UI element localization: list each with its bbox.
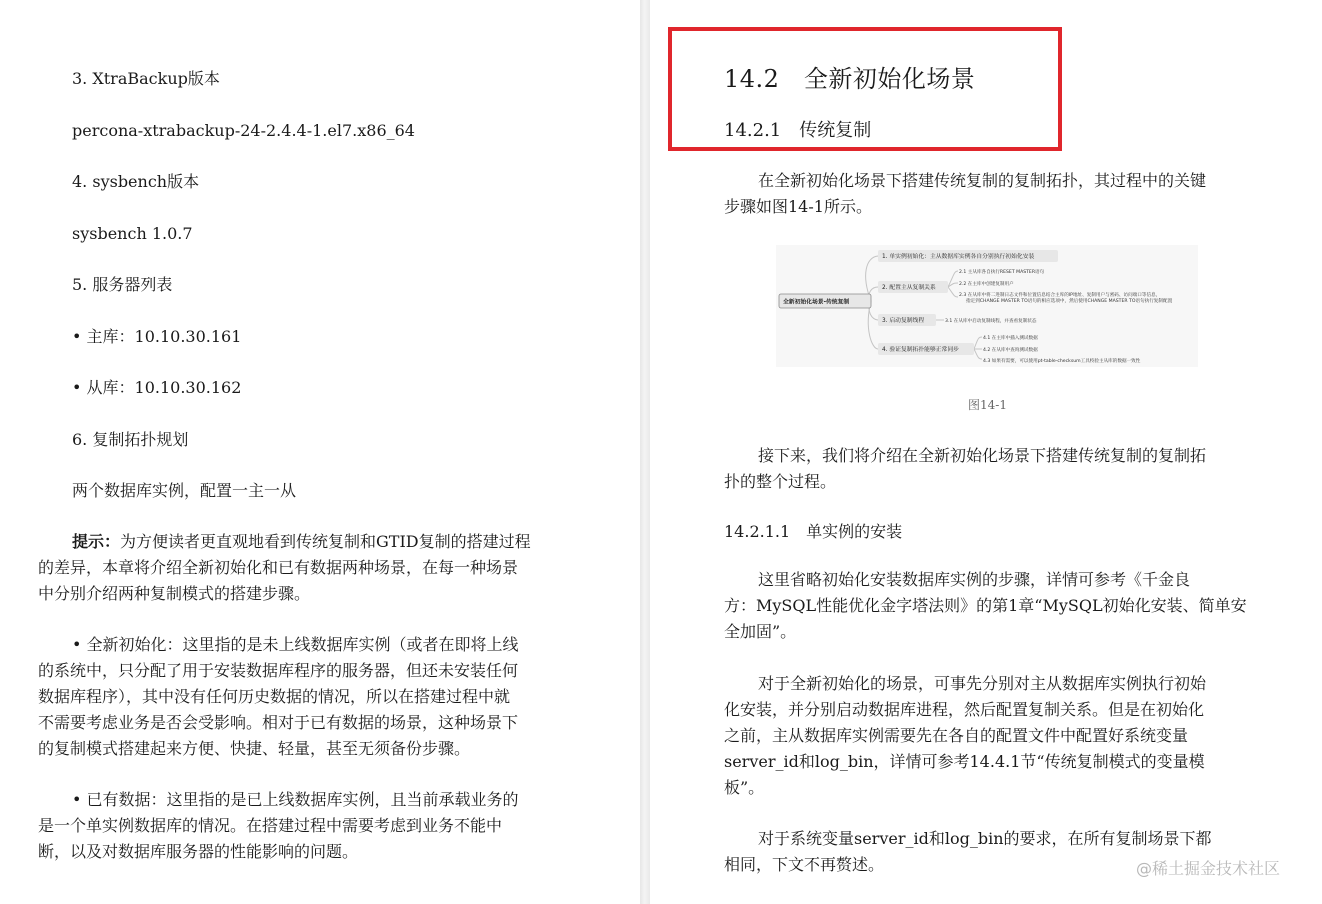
after-figure-line-1: 接下来，我们将介绍在全新初始化场景下搭建传统复制的复制拓 [758,446,1207,465]
after-figure-paragraph [724,443,1206,495]
figure-caption: 图14-1 [968,398,1007,412]
watermark-juejin: @稀土掘金技术社区 [1136,859,1281,878]
paragraph-new-initialization [724,671,1206,801]
paragraph-install-reference [724,567,1247,645]
list-item-replication-topology: 6. 复制拓扑规划 [72,430,189,449]
tip-paragraph [38,529,531,607]
list-item-server-list: 5. 服务器列表 [72,275,173,294]
p1-line-2: 方：MySQL性能优化金字塔法则》的第1章“MySQL初始化安装、简单安 [724,596,1247,615]
after-figure-line-2: 扑的整个过程。 [724,472,837,491]
p2-line-2: 化安装，并分别启动数据库进程，然后配置复制关系。但是在初始化 [724,700,1205,719]
p2-line-1: 对于全新初始化的场景，可事先分别对主从数据库实例执行初始 [758,674,1207,693]
mindmap-leaf-2-3a: 2.3 在从库中将二进制日志文件和位置信息结合主库的IP地址、复制用户与密码、访问端口等信息， [959,293,1161,298]
bullet-new-line-1: • 全新初始化：这里指的是未上线数据库实例（或者在即将上线 [72,635,519,654]
bullet-new-initialization [38,632,519,762]
p2-line-3: 之前，主从数据库实例需要先在各自的配置文件中配置好系统变量 [724,726,1189,745]
mindmap-leaf-4-2: 4.2 在从库中查询测试数据 [983,348,1038,353]
intro-line-1: 在全新初始化场景下搭建传统复制的复制拓扑，其过程中的关键 [758,171,1207,190]
sysbench-version-value: sysbench 1.0.7 [72,224,193,243]
mindmap-branch-4-label: 4. 验证复制拓扑能够正常同步 [882,347,959,353]
bullet-new-line-5: 的复制模式搭建起来方便、快捷、轻量，甚至无须备份步骤。 [38,739,471,758]
p1-line-1: 这里省略初始化安装数据库实例的步骤，详情可参考《千金良 [758,570,1191,589]
p3-line-2: 相同，下文不再赘述。 [724,855,885,874]
section-heading-14-2: 14.2 全新初始化场景 [724,65,976,93]
topology-description: 两个数据库实例，配置一主一从 [72,481,297,500]
master-server-ip: • 主库：10.10.30.161 [72,327,242,346]
mindmap-leaf-2-1: 2.1 主从库各自执行RESET MASTER语句 [959,270,1045,275]
mindmap-leaf-4-1: 4.1 在主库中插入测试数据 [983,336,1038,341]
bullet-existing-data [38,787,519,865]
mindmap-leaf-2-3b: 指定到CHANGE MASTER TO语句的相应选项中，然后使用CHANGE MASTER TO语句执行复制配置 [966,299,1173,304]
bullet-new-line-4: 不需要考虑业务是否会受影响。相对于已有数据的场景，这种场景下 [38,713,519,732]
p2-line-4: server_id和log_bin，详情可参考14.4.1节“传统复制模式的变量模 [724,752,1205,771]
p2-line-5: 板”。 [724,778,765,797]
tip-line-2: 的差异，本章将介绍全新初始化和已有数据两种场景，在每一种场景 [38,558,519,577]
bullet-existing-line-2: 是一个单实例数据库的情况。在搭建过程中需要考虑到业务不能中 [38,816,503,835]
mindmap-branch-3-label: 3. 启动复制线程 [882,318,925,324]
list-item-sysbench-version: 4. sysbench版本 [72,172,200,191]
p3-line-1: 对于系统变量server_id和log_bin的要求，在所有复制场景下都 [758,829,1212,848]
intro-line-2: 步骤如图14-1所示。 [724,197,872,216]
xtrabackup-package-name: percona-xtrabackup-24-2.4.4-1.el7.x86_64 [72,121,415,140]
list-item-xtrabackup-version: 3. XtraBackup版本 [72,69,220,88]
mindmap-root-label: 全新初始化场景-传统复制 [783,299,850,306]
bullet-existing-line-1: • 已有数据：这里指的是已上线数据库实例，且当前承载业务的 [72,790,519,809]
intro-paragraph [724,168,1206,220]
bullet-new-line-2: 的系统中，只分配了用于安装数据库程序的服务器，但还未安装任何 [38,661,519,680]
bullet-new-line-3: 数据库程序），其中没有任何历史数据的情况，所以在搭建过程中就 [38,687,511,706]
tip-line-1: 提示：为方便读者更直观地看到传统复制和GTID复制的搭建过程 [72,532,531,551]
figure-14-1-mindmap [776,245,1198,367]
mindmap-branch-2-label: 2. 配置主从复制关系 [882,285,936,291]
mindmap-leaf-3-1: 3.1 在从库中启动复制线程，并查看复制状态 [945,319,1037,324]
left-page [0,0,640,904]
mindmap-leaf-2-2: 2.2 在主库中创建复制用户 [959,282,1014,287]
tip-label: 提示： [72,532,121,551]
p1-line-3: 全加固”。 [724,622,797,641]
slave-server-ip: • 从库：10.10.30.162 [72,378,242,397]
mindmap-leaf-4-3: 4.3 如果有需要，可以使用pt-table-checksum工具校验主从库的数据一致性 [983,359,1141,364]
tip-line-3: 中分别介绍两种复制模式的搭建步骤。 [38,584,311,603]
page-gutter [640,0,650,904]
subsection-heading-14-2-1: 14.2.1 传统复制 [724,120,872,141]
mindmap-branch-1-label: 1. 单实例初始化：主从数据库实例各自分别执行初始化安装 [882,254,1035,260]
subsubsection-heading-14-2-1-1: 14.2.1.1 单实例的安装 [724,522,903,541]
bullet-existing-line-3: 断，以及对数据库服务器的性能影响的问题。 [38,842,359,861]
